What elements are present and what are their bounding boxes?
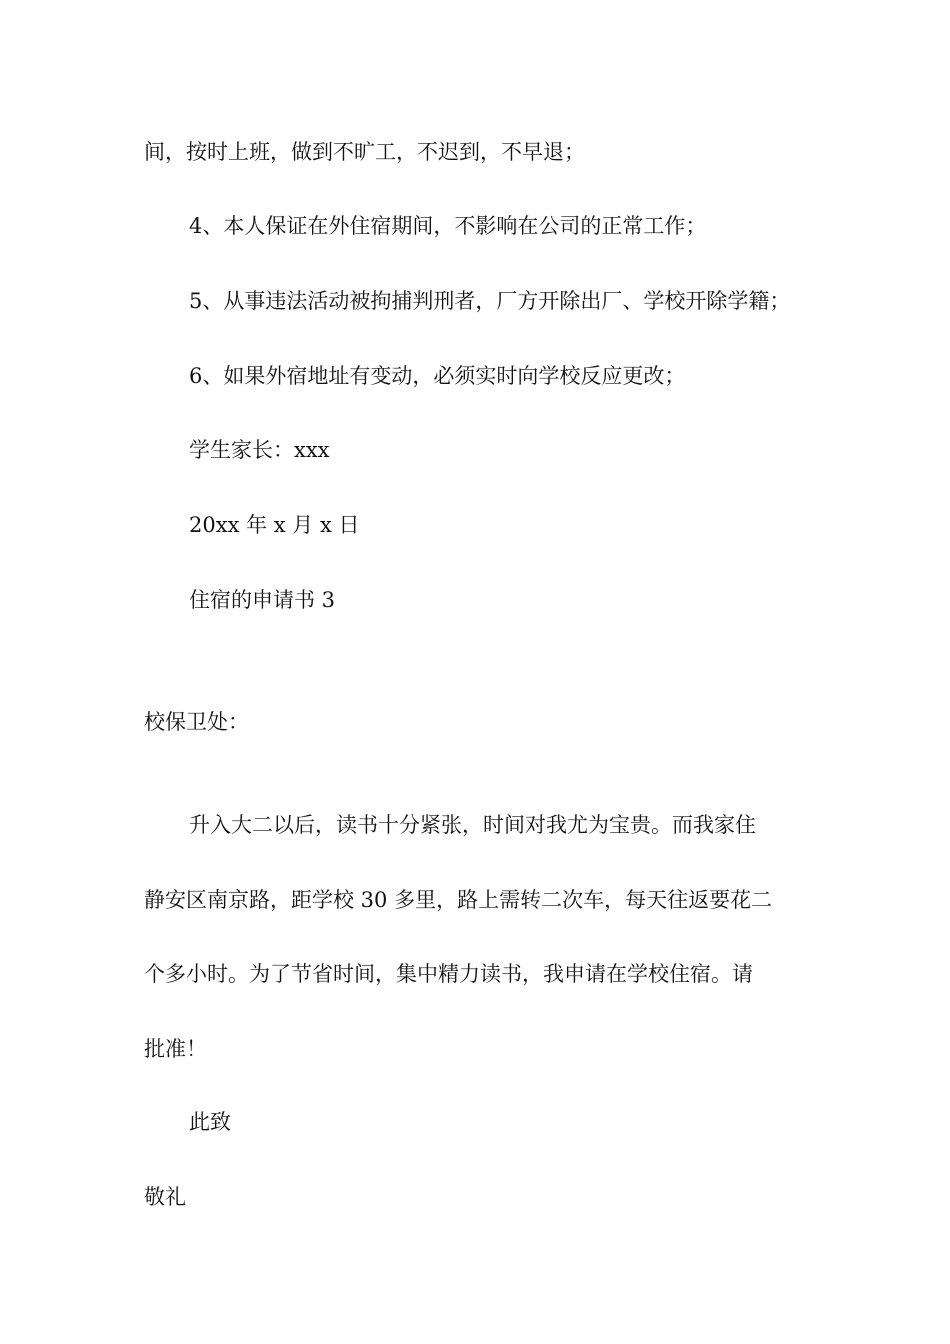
body-paragraph-line: 批准！ <box>144 1037 207 1061</box>
list-item-6: 6、如果外宿地址有变动，必须实时向学校反应更改； <box>189 364 686 388</box>
list-item-4: 4、本人保证在外住宿期间，不影响在公司的正常工作； <box>189 214 707 238</box>
body-paragraph-line: 升入大二以后，读书十分紧张，时间对我尤为宝贵。而我家住 <box>189 813 756 837</box>
section-title: 住宿的申请书 3 <box>189 588 336 612</box>
date-line: 20xx 年 x 月 x 日 <box>189 513 360 537</box>
list-item-5: 5、从事违法活动被拘捕判刑者，厂方开除出厂、学校开除学籍； <box>189 289 791 313</box>
body-paragraph-line: 个多小时。为了节省时间，集中精力读书，我申请在学校住宿。请 <box>144 962 753 986</box>
salutation: 校保卫处： <box>144 710 249 734</box>
body-paragraph-line: 静安区南京路，距学校 30 多里，路上需转二次车，每天往返要花二 <box>144 888 773 912</box>
closing-line: 此致 <box>189 1110 231 1134</box>
parent-signature: 学生家长：xxx <box>189 438 330 462</box>
closing-regards: 敬礼 <box>144 1185 186 1209</box>
text-line: 间，按时上班，做到不旷工，不迟到，不早退； <box>144 140 585 164</box>
